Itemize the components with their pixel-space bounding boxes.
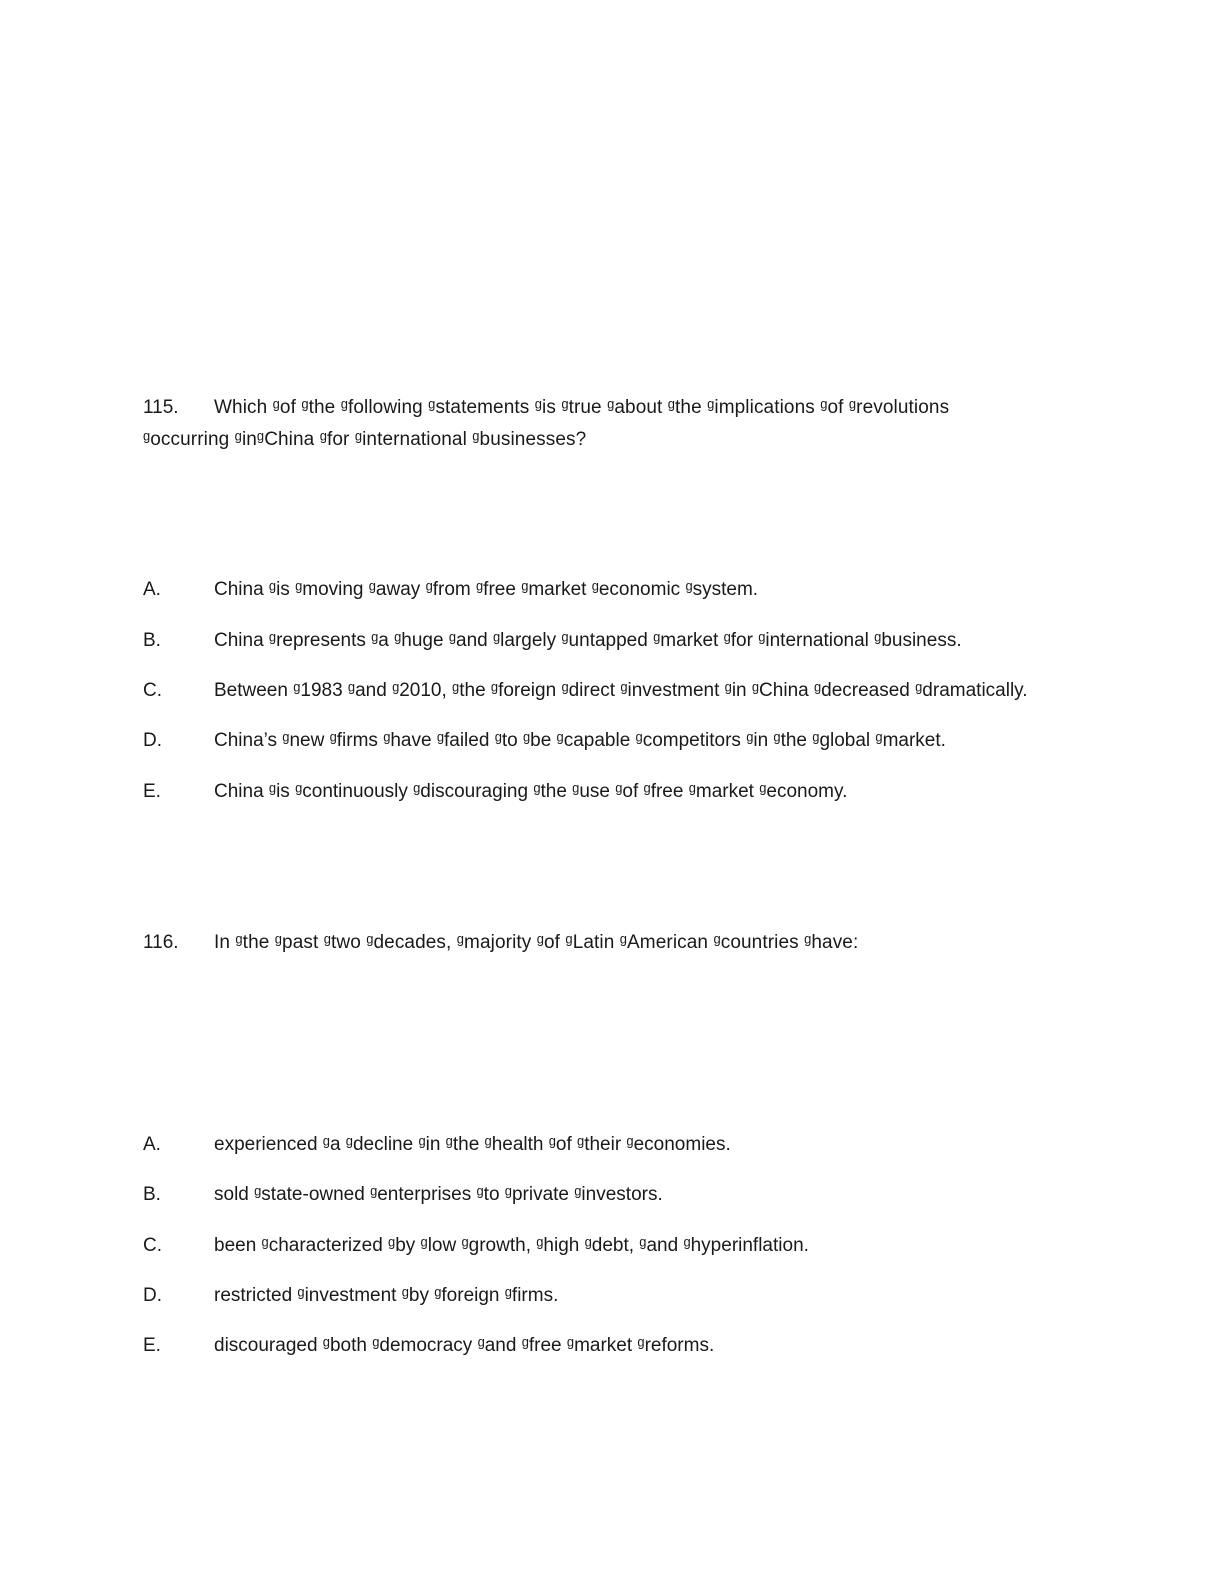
option-text: discouraged ᵍboth ᵍdemocracy ᵍand ᵍfree ᵍmarket ᵍreforms. <box>214 1335 715 1356</box>
option-text: China ᵍis ᵍcontinuously ᵍdiscouraging ᵍthe ᵍuse ᵍof ᵍfree ᵍmarket ᵍeconomy. <box>214 781 848 802</box>
option-text: restricted ᵍinvestment ᵍby ᵍforeign ᵍfirms. <box>214 1285 559 1306</box>
option-text: China ᵍrepresents ᵍa ᵍhuge ᵍand ᵍlargely ᵍuntapped ᵍmarket ᵍfor ᵍinternational ᵍbusiness. <box>214 630 962 651</box>
option-letter: E. <box>143 781 161 802</box>
option-letter: A. <box>143 579 161 600</box>
option-letter: B. <box>143 630 161 651</box>
option-text: China’s ᵍnew ᵍfirms ᵍhave ᵍfailed ᵍto ᵍbe ᵍcapable ᵍcompetitors ᵍin ᵍthe ᵍglobal ᵍmarket. <box>214 730 946 751</box>
option-letter: B. <box>143 1184 161 1205</box>
option-text: China ᵍis ᵍmoving ᵍaway ᵍfrom ᵍfree ᵍmarket ᵍeconomic ᵍsystem. <box>214 579 759 600</box>
option-text: Between ᵍ1983 ᵍand ᵍ2010, ᵍthe ᵍforeign ᵍdirect ᵍinvestment ᵍin ᵍChina ᵍdecreased ᵍdramatically. <box>214 680 1028 701</box>
option-letter: D. <box>143 730 162 751</box>
option-letter: E. <box>143 1335 161 1356</box>
option-letter: C. <box>143 680 162 701</box>
option-letter: C. <box>143 1235 162 1256</box>
question-number: 115. <box>143 397 179 418</box>
option-letter: A. <box>143 1134 161 1155</box>
question-number: 116. <box>143 932 179 953</box>
option-text: sold ᵍstate-owned ᵍenterprises ᵍto ᵍprivate ᵍinvestors. <box>214 1184 663 1205</box>
question-stem-line2: ᵍoccurring ᵍinᵍChina ᵍfor ᵍinternational ᵍbusinesses? <box>143 429 587 450</box>
option-letter: D. <box>143 1285 162 1306</box>
question-stem-line1: In ᵍthe ᵍpast ᵍtwo ᵍdecades, ᵍmajority ᵍof ᵍLatin ᵍAmerican ᵍcountries ᵍhave: <box>214 932 859 953</box>
option-text: been ᵍcharacterized ᵍby ᵍlow ᵍgrowth, ᵍhigh ᵍdebt, ᵍand ᵍhyperinflation. <box>214 1235 809 1256</box>
option-text: experienced ᵍa ᵍdecline ᵍin ᵍthe ᵍhealth ᵍof ᵍtheir ᵍeconomies. <box>214 1134 731 1155</box>
question-stem-line1: Which ᵍof ᵍthe ᵍfollowing ᵍstatements ᵍis ᵍtrue ᵍabout ᵍthe ᵍimplications ᵍof ᵍrevolutions <box>214 397 950 418</box>
